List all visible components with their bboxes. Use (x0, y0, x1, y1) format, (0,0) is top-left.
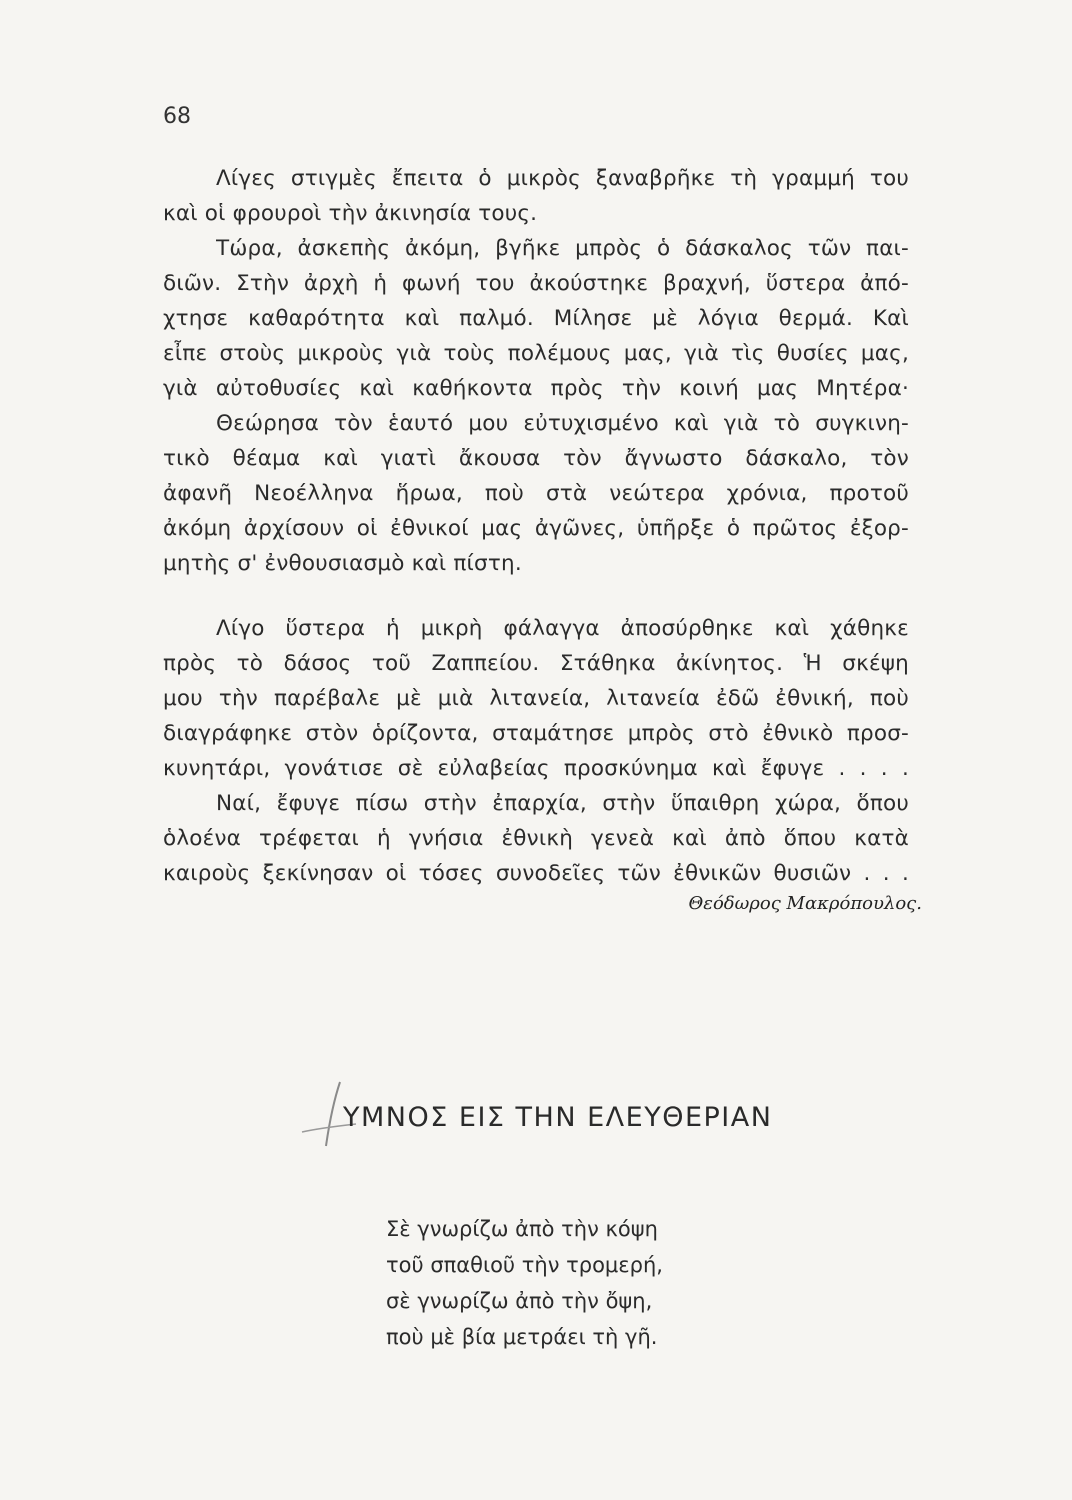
text-line: γιὰ αὐτοθυσίες καὶ καθήκοντα πρὸς τὴν κοινή μας Μητέρα· (163, 376, 909, 401)
verse-line: σὲ γνωρίζω ἀπὸ τὴν ὄψη, (386, 1289, 653, 1313)
hymn-title: ΥΜΝΟΣ ΕΙΣ ΤΗΝ ΕΛΕΥΘΕΡΙΑΝ (343, 1102, 773, 1133)
text-line: χτησε καθαρότητα καὶ παλμό. Μίλησε μὲ λόγια θερμά. Καὶ (163, 306, 909, 331)
text-line: κυνητάρι, γονάτισε σὲ εὐλαβείας προσκύνημα καὶ ἔφυγε . . . . (163, 756, 909, 781)
text-line: διαγράφηκε στὸν ὁρίζοντα, σταμάτησε μπρὸς στὸ ἐθνικὸ προσ- (163, 721, 909, 746)
text-line: Θεώρησα τὸν ἑαυτό μου εὐτυχισμένο καὶ γιὰ τὸ συγκινη- (216, 411, 909, 436)
text-line: διῶν. Στὴν ἀρχὴ ἡ φωνή του ἀκούστηκε βραχνή, ὕστερα ἀπό- (163, 271, 909, 296)
text-line: εἶπε στοὺς μικροὺς γιὰ τοὺς πολέμους μας, γιὰ τὶς θυσίες μας, (163, 341, 909, 366)
author-signature: Θεόδωρος Μακρόπουλος. (688, 893, 922, 914)
text-line: καιροὺς ξεκίνησαν οἱ τόσες συνοδεῖες τῶν ἐθνικῶν θυσιῶν . . . (163, 861, 909, 886)
text-line: ὁλοένα τρέφεται ἡ γνήσια ἐθνικὴ γενεὰ καὶ ἀπὸ ὅπου κατὰ (163, 826, 909, 851)
text-line: Λίγο ὕστερα ἡ μικρὴ φάλαγγα ἀποσύρθηκε καὶ χάθηκε (216, 616, 909, 641)
text-line: Τώρα, ἀσκεπὴς ἀκόμη, βγῆκε μπρὸς ὁ δάσκαλος τῶν παι- (216, 236, 909, 261)
text-line: πρὸς τὸ δάσος τοῦ Ζαππείου. Στάθηκα ἀκίνητος. Ἡ σκέψη (163, 651, 909, 676)
text-line: τικὸ θέαμα καὶ γιατὶ ἄκουσα τὸν ἄγνωστο δάσκαλο, τὸν (163, 446, 909, 471)
text-line: Λίγες στιγμὲς ἔπειτα ὁ μικρὸς ξαναβρῆκε τὴ γραμμή του (216, 166, 909, 191)
verse-line: ποὺ μὲ βία μετράει τὴ γῆ. (386, 1325, 658, 1349)
text-line: Ναί, ἔφυγε πίσω στὴν ἐπαρχία, στὴν ὕπαιθρη χώρα, ὅπου (216, 791, 909, 816)
page-number: 68 (163, 104, 191, 129)
text-line: μητὴς σ' ἐνθουσιασμὸ καὶ πίστη. (163, 551, 522, 576)
text-line: μου τὴν παρέβαλε μὲ μιὰ λιτανεία, λιτανεία ἐδῶ ἐθνική, ποὺ (163, 686, 909, 711)
text-line: ἀκόμη ἀρχίσουν οἱ ἐθνικοί μας ἀγῶνες, ὑπῆρξε ὁ πρῶτος ἐξορ- (163, 516, 909, 541)
verse-line: Σὲ γνωρίζω ἀπὸ τὴν κόψη (386, 1217, 658, 1241)
verse-line: τοῦ σπαθιοῦ τὴν τρομερή, (386, 1253, 663, 1277)
text-line: καὶ οἱ φρουροὶ τὴν ἀκινησία τους. (163, 201, 538, 226)
text-line: ἀφανῆ Νεοέλληνα ἥρωα, ποὺ στὰ νεώτερα χρόνια, προτοῦ (163, 481, 909, 506)
